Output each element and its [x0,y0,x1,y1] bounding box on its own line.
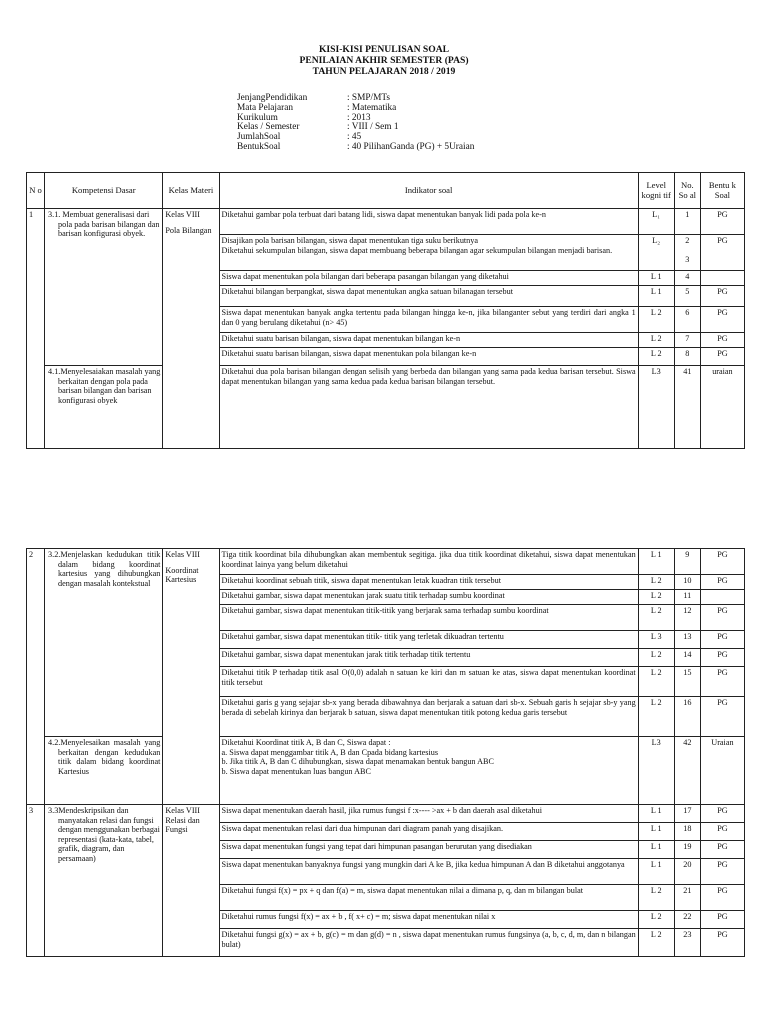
info-label: JenjangPendidikan [237,93,308,103]
level-cell: L 1 [638,823,674,841]
no-soal-cell: 9 [674,549,700,575]
info-value: : SMP/MTs [347,93,391,103]
no-soal-value: 3 [685,254,690,264]
header-bentuk-soal: Bentu k Soal [700,173,744,209]
info-block [237,94,474,153]
indikator-cell: Diketahui titik P terhadap titik asal O(0,0) adalah n satuan ke kiri dan m satuan ke atas, siswa dapat menentukan koordinat titik tersebut [219,667,638,697]
level-cell: L 2 [638,348,674,366]
info-value: : 40 PilihanGanda (PG) + 5Uraian [347,141,475,152]
no-soal-cell: 13 [674,631,700,649]
level-cell: L 2 [638,667,674,697]
info-row [237,143,474,153]
materi-label: Pola Bilangan [165,225,212,235]
table-header-row [27,173,745,209]
indikator-cell: Siswa dapat menentukan banyak angka tertentu pada bilangan hingga ke-n, jika bilanganter sebut yang terdiri dari angka 1 dan 0 yang berulang diketahui (n> 45) [219,307,638,333]
level-cell: L 2 [638,575,674,590]
bentuk-cell: PG [700,549,744,575]
indikator-cell: Diketahui gambar, siswa dapat menentukan jarak titik terhadap titik tertentu [219,649,638,667]
level-cell: L 2 [638,911,674,929]
kisi-kisi-table-2 [26,548,745,957]
level-cell: L 1 [638,271,674,286]
kd-text: 3.3Mendeskripsikan dan manyatakan relasi dan fungsi dengan menggunakan berbagai representasi (kata-kata, tabel, grafik, diagram, dan persamaan) [48,806,160,863]
kd-text: 3.1. Membuat generalisasi dari pola pada barisan bilangan dan barisan konfigurasi obyek. [48,210,160,239]
level-cell: L 1 [638,286,674,307]
no-soal-cell: 22 [674,911,700,929]
indikator-cell: Diketahui gambar, siswa dapat menentukan titik- titik yang terletak dikuadran tertentu [219,631,638,649]
bentuk-cell [700,590,744,605]
no-soal-cell: 8 [674,348,700,366]
bentuk-cell: PG [700,631,744,649]
section-number: 1 [27,209,45,449]
no-soal-cell: 42 [674,737,700,805]
header-level: Level kogni tif [638,173,674,209]
indikator-cell: Diketahui rumus fungsi f(x) = ax + b , f( x+ c) = m; siswa dapat menentukan nilai x [219,911,638,929]
indikator-cell: Diketahui fungsi f(x) = px + q dan f(a) = m, siswa dapat menentukan nilai a dimana p, q, dan m bilangan bulat [219,885,638,911]
bentuk-cell: PG [700,605,744,631]
info-label: BentukSoal [237,141,281,152]
info-label: Kelas / Semester [237,122,300,133]
kd-text: 4.1.Menyelesaiakan masalah yang berkaitan dengan pola pada barisan bilangan dan barisan konfigurasi obyek [48,367,161,405]
no-soal-cell: 19 [674,841,700,859]
bentuk-cell: PG [700,333,744,348]
bentuk-cell: PG [700,929,744,957]
indikator-cell: Diketahui suatu barisan bilangan, siswa dapat menentukan bilangan ke-n [219,333,638,348]
indikator-cell [219,235,638,271]
no-soal-cell: 16 [674,697,700,737]
header-kelas-materi: Kelas Materi [163,173,219,209]
bentuk-cell: PG [700,911,744,929]
bentuk-cell: PG [700,649,744,667]
header-indikator: Indikator soal [219,173,638,209]
no-soal-cell: 12 [674,605,700,631]
level-cell: L 2 [638,605,674,631]
indikator-cell: Siswa dapat menentukan pola bilangan dari beberapa pasangan bilangan yang diketahui [219,271,638,286]
bentuk-cell: PG [700,885,744,911]
no-soal-cell: 17 [674,805,700,823]
kisi-kisi-table-1 [26,172,745,449]
info-label: Mata Pelajaran [237,102,294,113]
no-soal-cell: 23 [674,929,700,957]
info-value: : Matematika [347,102,397,113]
indikator-line: Diketahui sekumpulan bilangan, siswa dapat membuang beberapa bilangan agar sekumpulan bilangan menjadi barisan. [221,245,613,255]
indikator-cell: Diketahui gambar, siswa dapat menentukan jarak suatu titik terhadap sumbu koordinat [219,590,638,605]
indikator-cell: Diketahui fungsi g(x) = ax + b, g(c) = m dan g(d) = n , siswa dapat menentukan rumus fungsinya (a, b, c, d, m, dan n bilangan bulat) [219,929,638,957]
header-no: N o [27,173,45,209]
materi-label: Koordinat Kartesius [165,565,199,585]
level-cell: L 2 [638,885,674,911]
level-cell: L₂ [638,235,674,271]
bentuk-cell: PG [700,286,744,307]
header-no-soal: No. So al [674,173,700,209]
bentuk-cell: PG [700,667,744,697]
table-row [27,366,745,449]
indikator-line: b. Jika titik A, B dan C dihubungkan, siswa dapat menamakan bentuk bangun ABC [221,757,494,767]
materi-label: Relasi dan Fungsi [165,815,200,835]
table-row [27,209,745,235]
info-value: : 45 [347,132,362,143]
kelas-materi [163,209,219,449]
indikator-cell: Siswa dapat menentukan banyaknya fungsi yang mungkin dari A ke B, jika kedua himpunan A dan B diketahui anggotanya [219,859,638,885]
no-soal-cell: 14 [674,649,700,667]
no-soal-cell: 6 [674,307,700,333]
indikator-cell: Siswa dapat menentukan fungsi yang tepat dari himpunan pasangan berurutan yang disediakan [219,841,638,859]
no-soal-cell: 11 [674,590,700,605]
title-line-1: KISI-KISI PENULISAN SOAL [318,44,450,55]
kelas-label: Kelas VIII [165,550,201,559]
level-cell: L 2 [638,697,674,737]
kompetensi-dasar [45,549,163,737]
section-number: 2 [27,549,45,805]
kelas-materi [163,805,219,957]
bentuk-cell: PG [700,209,744,235]
bentuk-cell: PG [700,859,744,885]
level-cell: L3 [638,366,674,449]
no-soal-cell: 18 [674,823,700,841]
indikator-cell: Diketahui bilangan berpangkat, siswa dapat menentukan angka satuan bilanagan tersebut [219,286,638,307]
indikator-cell: Diketahui koordinat sebuah titik, siswa dapat menentukan letak kuadran titik tersebut [219,575,638,590]
bentuk-cell: PG [700,348,744,366]
indikator-cell: Diketahui dua pola barisan bilangan dengan selisih yang berbeda dan bilangan yang sama pada kedua barisan tersebut. Siswa dapat menentukan bilangan yang sama kedua pada kedua barisan bilangan tersebut. [219,366,638,449]
bentuk-cell: uraian [700,366,744,449]
indikator-cell: Diketahui gambar pola terbuat dari batang lidi, siswa dapat menentukan banyak lidi pada pola ke-n [219,209,638,235]
level-cell: L 1 [638,859,674,885]
bentuk-cell: PG [700,575,744,590]
bentuk-cell: PG [700,307,744,333]
level-cell: L3 [638,737,674,805]
level-cell: L 2 [638,590,674,605]
info-value: : VIII / Sem 1 [347,122,399,133]
level-cell: L 2 [638,649,674,667]
level-cell: L₁ [638,209,674,235]
indikator-cell: Siswa dapat menentukan daerah hasil, jika rumus fungsi f :x---- >ax + b dan daerah asal diketahui [219,805,638,823]
info-value: : 2013 [347,112,371,123]
kelas-label: Kelas VIII [165,210,201,219]
level-cell: L 1 [638,841,674,859]
section-number: 3 [27,805,45,957]
no-soal-value: 2 [685,236,690,245]
table-row [27,805,745,823]
kd-text: 4.2.Menyelesaikan masalah yang berkaitan dengan kedudukan titik dalam bidang koordinat Kartesius [48,738,161,776]
table-row [27,549,745,575]
level-cell: L 3 [638,631,674,649]
level-cell: L 2 [638,333,674,348]
no-soal-cell: 4 [674,271,700,286]
header-kompetensi-dasar: Kompetensi Dasar [45,173,163,209]
bentuk-cell: PG [700,823,744,841]
title-line-3: TAHUN PELAJARAN 2018 / 2019 [312,66,456,77]
no-soal-cell: 5 [674,286,700,307]
no-soal-cell [674,235,700,271]
info-label: Kurikulum [237,112,278,123]
kompetensi-dasar [45,805,163,957]
document-header [0,44,768,77]
kompetensi-dasar [45,209,163,366]
level-cell: L 1 [638,805,674,823]
indikator-cell: Siswa dapat menentukan relasi dari dua himpunan dari diagram panah yang disajikan. [219,823,638,841]
bentuk-cell [700,271,744,286]
table-row [27,737,745,805]
no-soal-cell: 15 [674,667,700,697]
no-soal-cell: 41 [674,366,700,449]
no-soal-cell: 10 [674,575,700,590]
level-cell: L 2 [638,307,674,333]
info-label: JumlahSoal [237,132,281,143]
kelas-materi [163,549,219,805]
bentuk-cell: Uraian [700,737,744,805]
kompetensi-dasar [45,366,163,449]
indikator-cell: Diketahui garis g yang sejajar sb-x yang berada dibawahnya dan berjarak a satuan dari sb-x. Sebuah garis h sejajar sb-y yang berada di sebelah kirinya dan berjarak b satuan, siswa dapat menentukan titik potong kedua garis tersebut [219,697,638,737]
level-cell: L 1 [638,549,674,575]
bentuk-cell: PG [700,805,744,823]
no-soal-cell: 21 [674,885,700,911]
no-soal-cell: 7 [674,333,700,348]
level-cell: L 2 [638,929,674,957]
title-line-2: PENILAIAN AKHIR SEMESTER (PAS) [299,55,469,66]
indikator-cell: Diketahui suatu barisan bilangan, siswa dapat menentukan pola bilangan ke-n [219,348,638,366]
bentuk-cell: PG [700,235,744,271]
indikator-cell: Tiga titik koordinat bila dihubungkan akan membentuk segitiga. jika dua titik koordinat diketahui, siswa dapat menentukan koordinat lainya yang belum diketahui [219,549,638,575]
indikator-line: b. Siswa dapat menentukan luas bangun ABC [221,766,371,776]
kompetensi-dasar [45,737,163,805]
indikator-cell: Diketahui gambar, siswa dapat menentukan titik-titik yang berjarak sama terhadap sumbu koordinat [219,605,638,631]
indikator-line: Disajikan pola barisan bilangan, siswa dapat menentukan tiga suku berikutnya [221,236,479,245]
bentuk-cell: PG [700,697,744,737]
kelas-label: Kelas VIII [165,806,201,815]
indikator-cell [219,737,638,805]
kd-text: 3.2.Menjelaskan kedudukan titik dalam bidang koordinat kartesius yang dihubungkan dengan masalah kontekstual [48,550,161,588]
bentuk-cell: PG [700,841,744,859]
no-soal-cell: 1 [674,209,700,235]
indikator-line: a. Siswa dapat menggambar titik A, B dan Cpada bidang kartesius [221,747,438,757]
no-soal-cell: 20 [674,859,700,885]
indikator-line: Diketahui Koordinat titik A, B dan C, Siswa dapat : [221,738,391,747]
